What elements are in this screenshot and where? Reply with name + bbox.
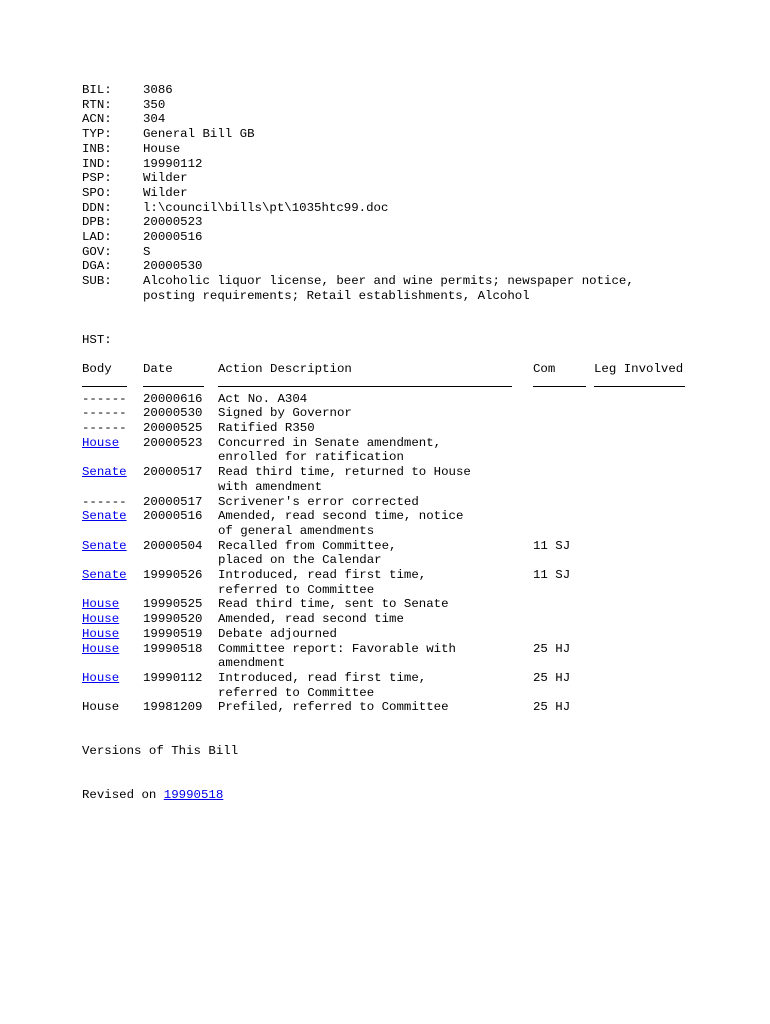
date-cell: 20000523 (143, 435, 203, 450)
field-value: Wilder (143, 185, 188, 200)
field-row (82, 157, 770, 172)
table-row (82, 421, 770, 436)
field-key: LAD: (82, 230, 112, 245)
table-row (82, 465, 770, 494)
body-link[interactable]: House (82, 641, 120, 656)
action-cell: Signed by Governor (218, 406, 352, 421)
action-cell: Introduced, read first time, referred to Committee (218, 671, 427, 700)
body-cell: House (82, 700, 120, 715)
table-row (82, 406, 770, 421)
body-link[interactable]: House (82, 612, 120, 627)
com-cell (533, 465, 594, 494)
header-date: Date (143, 362, 173, 377)
com-cell (533, 406, 594, 421)
com-cell: 25 HJ (533, 700, 571, 715)
field-row (82, 186, 770, 201)
date-cell: 20000616 (143, 391, 203, 406)
field-key: IND: (82, 156, 112, 171)
field-row (82, 83, 770, 98)
date-cell: 19990525 (143, 597, 203, 612)
body-link[interactable]: Senate (82, 509, 127, 524)
com-cell (533, 421, 594, 436)
com-cell (533, 436, 594, 465)
date-cell: 19990112 (143, 671, 203, 685)
com-cell (533, 612, 594, 627)
revised-version-link[interactable]: 19990518 (163, 787, 224, 802)
field-key: SUB: (82, 274, 112, 289)
table-row (82, 627, 770, 642)
field-value: S (143, 244, 151, 259)
table-row (82, 700, 770, 715)
field-value: 20000523 (143, 215, 203, 230)
com-cell: 25 HJ (533, 641, 571, 656)
field-row (82, 215, 770, 230)
revised-prefix: Revised on (82, 787, 164, 802)
date-cell: 19981209 (143, 700, 203, 715)
body-cell: ------ (82, 406, 127, 421)
action-cell: Committee report: Favorable with amendment (218, 641, 456, 671)
field-row (82, 127, 770, 142)
body-cell: ------ (82, 421, 127, 436)
versions-heading: Versions of This Bill (82, 744, 239, 759)
field-key: GOV: (82, 244, 112, 259)
header-underlines (82, 377, 770, 392)
action-cell: Concurred in Senate amendment, enrolled for ratification (218, 435, 442, 465)
field-value: 20000516 (143, 230, 203, 245)
field-value: 19990112 (143, 156, 203, 171)
field-row (82, 112, 770, 127)
field-key: PSP: (82, 171, 112, 186)
field-value: House (143, 141, 181, 156)
field-key: DDN: (82, 200, 112, 215)
body-link[interactable]: House (82, 597, 120, 612)
field-key: DPB: (82, 215, 112, 230)
com-cell (533, 597, 594, 612)
date-cell: 19990520 (143, 612, 203, 627)
body-cell: ------ (82, 391, 127, 406)
com-cell: 11 SJ (533, 538, 571, 553)
table-row (82, 568, 770, 597)
field-value: General Bill GB (143, 127, 255, 142)
body-cell: ------ (82, 494, 127, 509)
date-cell: 20000517 (143, 494, 203, 509)
field-value: 20000530 (143, 259, 203, 274)
action-cell: Read third time, returned to House with amendment (218, 465, 471, 494)
field-key: BIL: (82, 83, 112, 97)
field-key: SPO: (82, 185, 112, 200)
action-cell: Amended, read second time (218, 612, 404, 627)
field-row (82, 171, 770, 186)
history-header-row (82, 362, 770, 377)
history-table (82, 392, 770, 715)
field-value: 3086 (143, 83, 173, 97)
date-cell: 19990518 (143, 641, 203, 656)
field-key: RTN: (82, 97, 112, 112)
table-row (82, 539, 770, 568)
body-link[interactable]: House (82, 435, 120, 450)
date-cell: 19990519 (143, 626, 203, 641)
date-cell: 20000530 (143, 406, 203, 421)
field-key: DGA: (82, 259, 112, 274)
field-value: l:\council\bills\pt\1035htc99.doc (143, 200, 389, 215)
com-cell: 25 HJ (533, 671, 571, 685)
date-cell: 19990526 (143, 568, 203, 583)
com-cell (533, 509, 594, 538)
table-row (82, 495, 770, 510)
body-link[interactable]: Senate (82, 568, 127, 583)
table-row (82, 436, 770, 465)
date-cell: 20000517 (143, 465, 203, 480)
table-row (82, 671, 770, 700)
field-value: 350 (143, 97, 166, 112)
field-row (82, 274, 770, 303)
action-cell: Recalled from Committee, placed on the Calendar (218, 538, 397, 568)
header-action: Action Description (218, 362, 352, 377)
field-row (82, 201, 770, 216)
action-cell: Debate adjourned (218, 626, 337, 641)
date-cell: 20000504 (143, 538, 203, 553)
field-row (82, 142, 770, 157)
field-value: Wilder (143, 171, 188, 186)
com-cell (533, 392, 594, 407)
table-row (82, 392, 770, 407)
action-cell: Scrivener's error corrected (218, 494, 419, 509)
table-row (82, 612, 770, 627)
header-leg: Leg Involved (594, 362, 684, 377)
field-row (82, 98, 770, 113)
body-link[interactable]: Senate (82, 465, 127, 480)
field-row (82, 259, 770, 274)
date-cell: 20000525 (143, 421, 203, 436)
date-cell: 20000516 (143, 509, 203, 524)
com-cell (533, 627, 594, 642)
header-com: Com (533, 362, 556, 377)
action-cell: Act No. A304 (218, 391, 308, 406)
action-cell: Amended, read second time, notice of general amendments (218, 509, 464, 538)
table-row (82, 642, 770, 671)
com-cell: 11 SJ (533, 568, 571, 583)
bill-fields (82, 83, 770, 304)
field-key: INB: (82, 141, 112, 156)
body-link[interactable]: Senate (82, 538, 127, 553)
field-row (82, 245, 770, 260)
field-key: ACN: (82, 112, 112, 127)
revised-line (82, 788, 770, 803)
table-row (82, 597, 770, 612)
field-row (82, 230, 770, 245)
table-row (82, 509, 770, 538)
header-body: Body (82, 362, 112, 377)
history-label: HST: (82, 332, 112, 347)
body-link[interactable]: House (82, 671, 120, 685)
field-value: 304 (143, 112, 166, 127)
action-cell: Introduced, read first time, referred to Committee (218, 568, 427, 597)
field-value: Alcoholic liquor license, beer and wine permits; newspaper notice, posting requirements; Retail establishments, Alcohol (143, 274, 634, 303)
action-cell: Prefiled, referred to Committee (218, 700, 449, 715)
com-cell (533, 495, 594, 510)
field-key: TYP: (82, 127, 112, 142)
body-link[interactable]: House (82, 626, 120, 641)
action-cell: Ratified R350 (218, 421, 315, 436)
action-cell: Read third time, sent to Senate (218, 597, 449, 612)
